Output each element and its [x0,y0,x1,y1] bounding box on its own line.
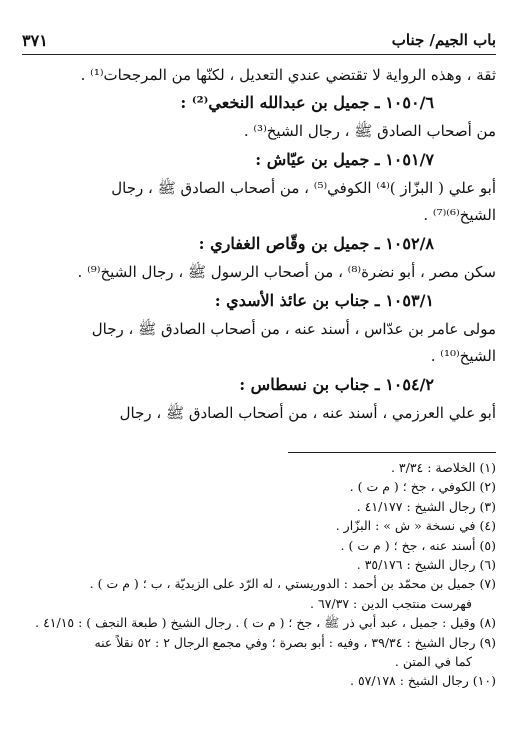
footnote: (٩) رجال الشيخ : ٣٩/٣٤ ، وفيه : أبو بصرة ؛ وفي مجمع الرجال ٢ : ٥٢ نقلاً عنه [94,634,496,650]
footnote: (٤) في نسخة « ش » : البزّار . [335,518,496,534]
entry-line: الشيخ⁽⁶⁾⁽⁷⁾ . [423,206,496,224]
book-page [22,0,496,746]
footnote: (٥) أسند عنه ، جخ ؛ ( م ت ) . [340,537,496,553]
entry-line: الشيخ⁽¹⁰⁾ . [430,347,496,365]
entry-line: سكن مصر ، أبو نضرة⁽⁸⁾ ، من أصحاب الرسول ﷺ ، رجال الشيخ⁽⁹⁾ . [77,263,496,281]
header-rule [22,54,496,55]
entry-heading: ١٠٥٢/٨ ـ جميل بن وقّاص الغفاري : [198,234,434,253]
entry-heading: ١٠٥٤/٢ ـ جناب بن نسطاس : [239,375,434,394]
main-text [22,62,496,427]
running-header [22,28,496,52]
entry-line: أبو علي ( البزّاز )⁽⁴⁾ الكوفي⁽⁵⁾ ، من أصحاب الصادق ﷺ ، رجال [111,179,496,197]
entry-heading: ١٠٥١/٧ ـ جميل بن عيّاش : [255,150,434,169]
footnote-continuation: فهرست منتجب الدين : ٦٧/٣٧ . [310,595,472,611]
entry-heading: ١٠٥٣/١ ـ جناب بن عائذ الأسدي : [214,291,434,310]
footnote: (٧) جميل بن محمّد بن أحمد : الدوريستي ، له الرّد على الزيديّة ، ب ؛ ( م ت ) . [89,576,496,592]
footnote-continuation: كما في المتن . [394,654,472,670]
footnote: (١٠) رجال الشيخ : ٥٧/١٧٨ . [350,673,496,689]
footnote-rule [288,452,496,453]
entry-line: مولى عامر بن عدّاس ، أسند عنه ، من أصحاب الصادق ﷺ ، رجال [91,320,496,338]
entry-heading: ١٠٥٠/٦ ـ جميل بن عبدالله النخعي⁽²⁾ : [180,93,434,112]
footnote: (٨) وقيل : جميل ، عبد أبي ذر ﷺ ، جخ ؛ ( م ت ) . رجال الشيخ ( طبعة النجف ) : ٤١/١٥ . [35,615,496,631]
entry-line: أبو علي العرزمي ، أسند عنه ، من أصحاب الصادق ﷺ ، رجال [119,404,496,422]
page-number: ٣٧١ [22,30,48,50]
footnotes [22,458,496,691]
footnote: (١) الخلاصة : ٣/٣٤ . [390,460,496,475]
footnote: (٦) رجال الشيخ : ٣٥/١٧٦ . [356,557,496,573]
footnote: (٢) الكوفي ، جخ ؛ ( م ت ) . [349,479,496,495]
footnote: (٣) رجال الشيخ : ٤١/١٧٧ . [356,498,496,514]
header-title: باب الجيم/ جناب [391,31,496,49]
entry-line: من أصحاب الصادق ﷺ ، رجال الشيخ⁽³⁾ . [243,122,496,140]
intro-paragraph: ثقة ، وهذه الرواية لا تقتضي عندي التعديل ، لكنّها من المرجحات⁽¹⁾ . [80,66,496,84]
